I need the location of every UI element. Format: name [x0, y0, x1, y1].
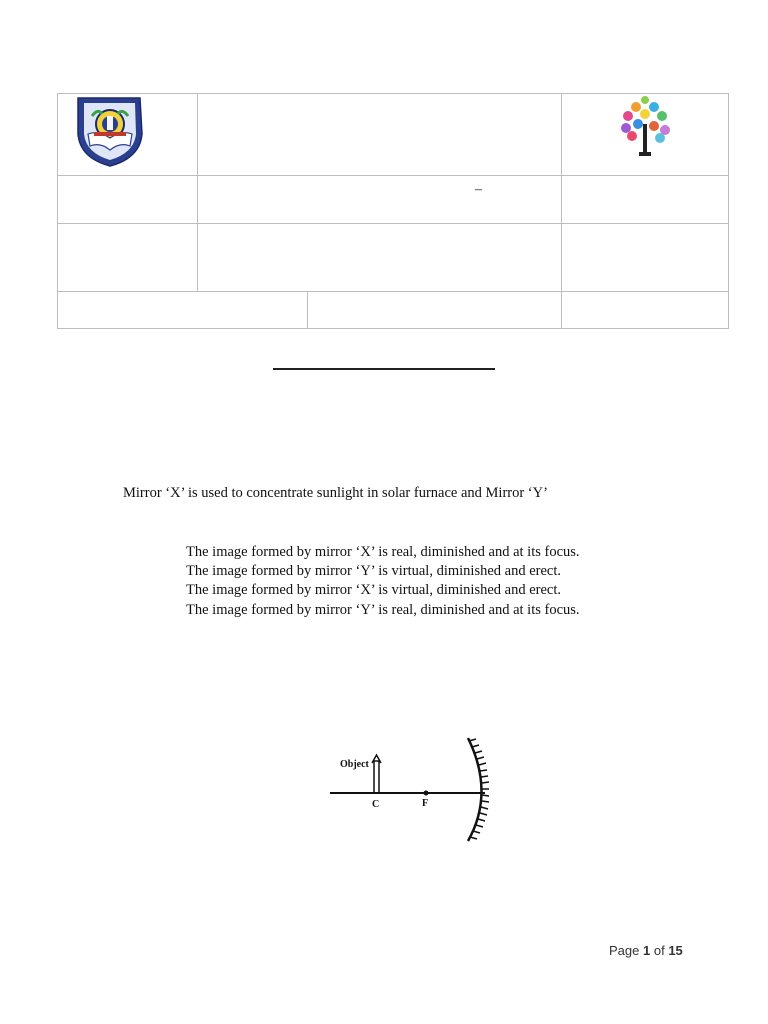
school-logo-cell — [58, 94, 198, 176]
option-2: The image formed by mirror ‘Y’ is virtual, diminished and erect. — [186, 563, 562, 580]
tree-logo — [562, 94, 729, 170]
footer-cell-left — [58, 292, 308, 329]
page-number-footer — [609, 943, 683, 958]
of-word: of — [653, 943, 665, 958]
total-pages: 15 — [668, 943, 683, 958]
tree-logo-cell — [562, 94, 729, 176]
dash-mark: – — [475, 182, 482, 197]
object-arrow — [374, 761, 379, 793]
info2-cell-extra — [562, 224, 729, 292]
concave-mirror-diagram — [325, 733, 505, 848]
options-list — [186, 543, 580, 620]
info-cell-extra — [562, 176, 729, 224]
header-table — [57, 93, 729, 329]
footer-cell-right — [562, 292, 729, 329]
info2-cell-value — [198, 224, 562, 292]
current-page: 1 — [643, 943, 651, 958]
option-4: The image formed by mirror ‘Y’ is real, diminished and at its focus. — [186, 601, 580, 618]
info2-cell-label — [58, 224, 198, 292]
school-name-cell — [198, 94, 562, 176]
object-label: Object — [340, 759, 369, 770]
info-cell-label — [58, 176, 198, 224]
school-crest-logo — [58, 94, 198, 170]
footer-cell-middle — [308, 292, 562, 329]
title-underline — [273, 368, 495, 370]
page-word: Page — [609, 943, 640, 958]
mirror-hatching — [469, 739, 489, 839]
center-label: C — [372, 799, 380, 810]
option-1: The image formed by mirror ‘X’ is real, diminished and at its focus. — [186, 544, 580, 560]
focus-point — [424, 791, 429, 796]
option-3: The image formed by mirror ‘X’ is virtual, diminished and erect. — [186, 582, 562, 599]
info-cell-value — [198, 176, 562, 224]
focus-label: F — [422, 798, 429, 809]
question-text: Mirror ‘X’ is used to concentrate sunlight in solar furnace and Mirror ‘Y’ — [123, 485, 548, 501]
